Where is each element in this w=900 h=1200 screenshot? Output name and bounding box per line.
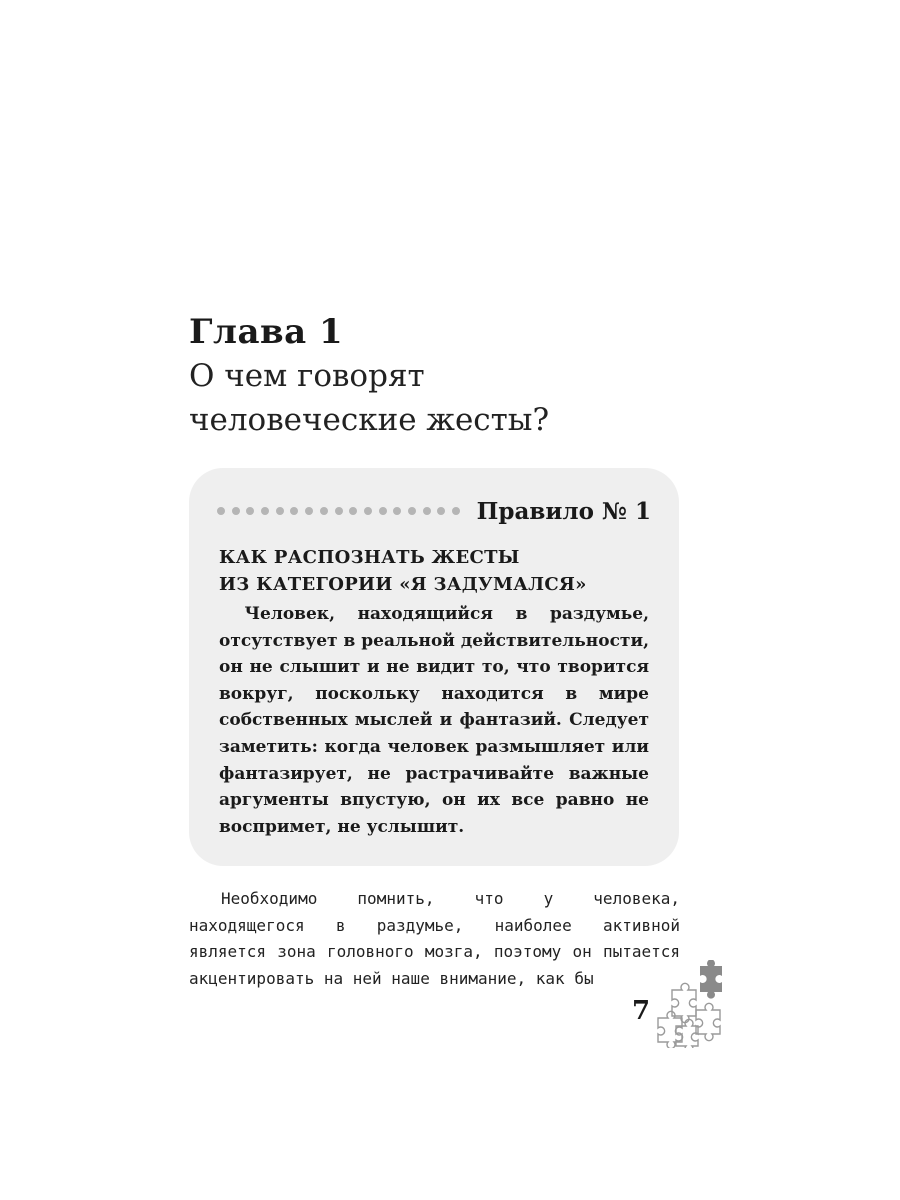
leader-dot: [261, 507, 269, 515]
leader-dot: [452, 507, 460, 515]
leader-dot: [217, 507, 225, 515]
leader-dot: [349, 507, 357, 515]
leader-dot: [276, 507, 284, 515]
rule-heading: [219, 544, 649, 598]
page-number: 7: [632, 996, 651, 1026]
leader-dot: [246, 507, 254, 515]
chapter-title-line-1: О чем говорят: [189, 358, 425, 394]
body-paragraph: Необходимо помнить, что у человека, находящегося в раздумье, наиболее активной является зона головного мозга, поэтому он пытается акцентировать на ней наше внимание, как бы: [189, 889, 680, 988]
rule-header: [217, 496, 651, 526]
rule-box: [189, 468, 679, 866]
leader-dot: [232, 507, 240, 515]
chapter-title-line-2: человеческие жесты?: [189, 402, 550, 438]
leader-dot: [290, 507, 298, 515]
chapter-number: Глава 1: [189, 312, 344, 352]
leader-dot: [437, 507, 445, 515]
leader-dot: [335, 507, 343, 515]
leader-dot: [379, 507, 387, 515]
rule-body-text: Человек, находящийся в раздумье, отсутствует в реальной действительности, он не слышит и не видит то, что творится вокруг, поскольку находится в мире собственных мыслей и фантазий. Следует заметить: когда человек размышляет или фантазирует, не растрачивайте важные аргументы впустую, он их все равно не воспримет, не услышит.: [219, 604, 649, 837]
dotted-leader: [217, 507, 463, 515]
puzzle-pieces-icon: [654, 960, 724, 1048]
leader-dot: [408, 507, 416, 515]
leader-dot: [393, 507, 401, 515]
rule-label: Правило № 1: [476, 497, 651, 525]
rule-heading-line-2: ИЗ КАТЕГОРИИ «Я ЗАДУМАЛСЯ»: [219, 574, 587, 595]
chapter-title: [189, 354, 689, 442]
leader-dot: [320, 507, 328, 515]
leader-dot: [305, 507, 313, 515]
leader-dot: [364, 507, 372, 515]
rule-heading-line-1: КАК РАСПОЗНАТЬ ЖЕСТЫ: [219, 547, 520, 568]
leader-dot: [423, 507, 431, 515]
